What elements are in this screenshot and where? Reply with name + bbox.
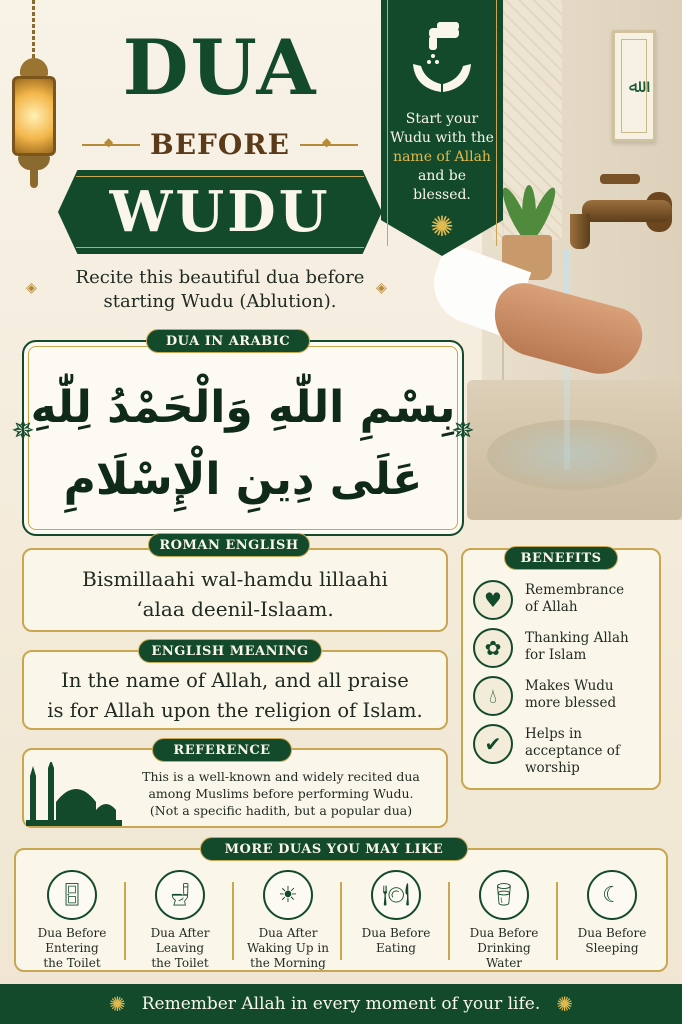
benefit-line: more blessed: [525, 695, 617, 711]
reference-text: [126, 768, 436, 819]
glass-icon: 🥛︎: [479, 870, 529, 920]
star-ornament-icon: ✵: [11, 414, 35, 447]
toilet-icon: 🚽︎: [155, 870, 205, 920]
reference-line: This is a well-known and widely recited dua: [142, 769, 420, 784]
benefit-text: [525, 580, 624, 616]
heart-hands-icon: ♥: [473, 580, 513, 620]
shield-check-icon: ✔: [473, 724, 513, 764]
star-flower-icon: ✿: [473, 628, 513, 668]
moon-icon: ☾: [587, 870, 637, 920]
benefit-line: for Islam: [525, 647, 587, 663]
ribbon-line: blessed.: [413, 187, 471, 203]
meaning-line: In the name of Allah, and all praise: [61, 669, 409, 692]
dua-line: Water: [485, 956, 523, 970]
wudu-basin: [467, 380, 682, 520]
ribbon-line: and be: [417, 168, 467, 184]
dua-line: Dua Before: [469, 926, 539, 940]
meaning-section-label: ENGLISH MEANING: [138, 639, 322, 663]
more-dua-label: [18, 926, 126, 971]
flower-ornament-icon: ✺: [108, 992, 126, 1016]
more-dua-label: [342, 926, 450, 956]
star-ornament-icon: ✵: [451, 414, 475, 447]
allah-calligraphy: ﷲ: [621, 39, 647, 133]
benefit-item: [473, 724, 651, 777]
water-drop-icon: 💧︎: [473, 676, 513, 716]
more-dua-link[interactable]: [342, 870, 450, 956]
benefit-text: [525, 676, 616, 712]
more-dua-label: [126, 926, 234, 971]
door-icon: 🚪︎: [47, 870, 97, 920]
arabic-card: [22, 340, 464, 536]
dua-line: the Toilet: [151, 956, 209, 970]
title-dua: DUA: [122, 23, 318, 112]
more-dua-link[interactable]: [558, 870, 666, 956]
allah-wall-frame: [612, 30, 656, 142]
dua-line: Leaving: [155, 941, 205, 955]
benefits-section-label: BENEFITS: [504, 546, 618, 570]
arabic-line-1: بِسْمِ اللّٰهِ وَالْحَمْدُ لِلّٰهِ: [30, 382, 456, 433]
dua-line: Drinking: [477, 941, 531, 955]
title-before-row: [80, 128, 360, 161]
more-duas-label: MORE DUAS YOU MAY LIKE: [200, 837, 468, 861]
title-before: BEFORE: [150, 128, 290, 161]
diamond-ornament-icon: ◈: [26, 280, 37, 296]
benefit-item: [473, 580, 651, 620]
ribbon-text: [389, 110, 495, 205]
title-wudu: WUDU: [109, 179, 331, 245]
dua-line: Eating: [376, 941, 416, 955]
title-wudu-banner: [58, 170, 382, 254]
benefit-line: Thanking Allah: [525, 630, 629, 646]
ornament-left-icon: [82, 140, 140, 150]
dua-line: Dua Before: [37, 926, 107, 940]
ribbon-highlight: name of Allah: [393, 149, 491, 165]
mosque-icon: [26, 762, 122, 826]
benefit-line: Remembrance: [525, 582, 625, 598]
dua-line: Dua Before: [361, 926, 431, 940]
benefit-line: Helps in: [525, 726, 582, 742]
faucet: [562, 170, 672, 250]
dua-line: Entering: [45, 941, 99, 955]
plate-icon: 🍽︎: [371, 870, 421, 920]
ribbon-line: Wudu with the: [390, 130, 494, 146]
dua-line: the Morning: [250, 956, 326, 970]
arabic-section-label: DUA IN ARABIC: [146, 329, 310, 353]
ornament-right-icon: [300, 140, 358, 150]
more-duas-card: [14, 848, 668, 972]
benefits-card: [461, 548, 661, 790]
reference-line: among Muslims before performing Wudu.: [148, 786, 414, 801]
dua-line: Dua Before: [577, 926, 647, 940]
meaning-line: is for Allah upon the religion of Islam.: [47, 699, 423, 722]
sunrise-icon: ☀: [263, 870, 313, 920]
more-dua-link[interactable]: [18, 870, 126, 971]
roman-card: [22, 548, 448, 632]
benefit-text: [525, 724, 620, 777]
washing-hands: [432, 255, 652, 395]
intro-ribbon: [381, 0, 503, 256]
benefit-line: of Allah: [525, 599, 578, 615]
meaning-text: [24, 666, 446, 726]
more-dua-label: [234, 926, 342, 971]
lantern-icon: [6, 0, 62, 200]
reference-section-label: REFERENCE: [152, 738, 292, 762]
roman-section-label: ROMAN ENGLISH: [148, 533, 310, 557]
more-dua-label: [558, 926, 666, 956]
roman-text: [24, 564, 446, 624]
footer: [0, 984, 682, 1024]
arabic-line-2: عَلَى دِينِ الْإِسْلَامِ: [63, 454, 423, 505]
subtitle-line: starting Wudu (Ablution).: [103, 291, 337, 312]
benefit-item: [473, 676, 651, 716]
roman-line: Bismillaahi wal-hamdu lillaahi: [82, 567, 388, 591]
dua-line: Waking Up in: [247, 941, 329, 955]
flower-ornament-icon: ✺: [556, 992, 574, 1016]
more-dua-link[interactable]: [126, 870, 234, 971]
ribbon-line: Start your: [405, 111, 479, 127]
dua-line: Dua After: [258, 926, 318, 940]
footer-text: Remember Allah in every moment of your life.: [141, 994, 541, 1014]
benefit-line: Makes Wudu: [525, 678, 614, 694]
tap-hands-icon: [407, 18, 477, 98]
more-dua-link[interactable]: [234, 870, 342, 971]
roman-line: ‘alaa deenil-Islaam.: [136, 597, 334, 621]
flower-ornament-icon: ✺: [430, 210, 454, 243]
dua-line: Dua After: [150, 926, 210, 940]
more-dua-label: [450, 926, 558, 971]
dua-line: the Toilet: [43, 956, 101, 970]
benefit-line: worship: [525, 760, 580, 776]
dua-line: Sleeping: [585, 941, 639, 955]
benefit-line: acceptance of: [525, 743, 620, 759]
subtitle-line: Recite this beautiful dua before: [75, 267, 365, 288]
subtitle: [20, 266, 420, 314]
benefit-item: [473, 628, 651, 668]
benefit-text: [525, 628, 629, 664]
reference-line: (Not a specific hadith, but a popular dua): [149, 803, 413, 818]
diamond-ornament-icon: ◈: [376, 280, 387, 296]
more-dua-link[interactable]: [450, 870, 558, 971]
